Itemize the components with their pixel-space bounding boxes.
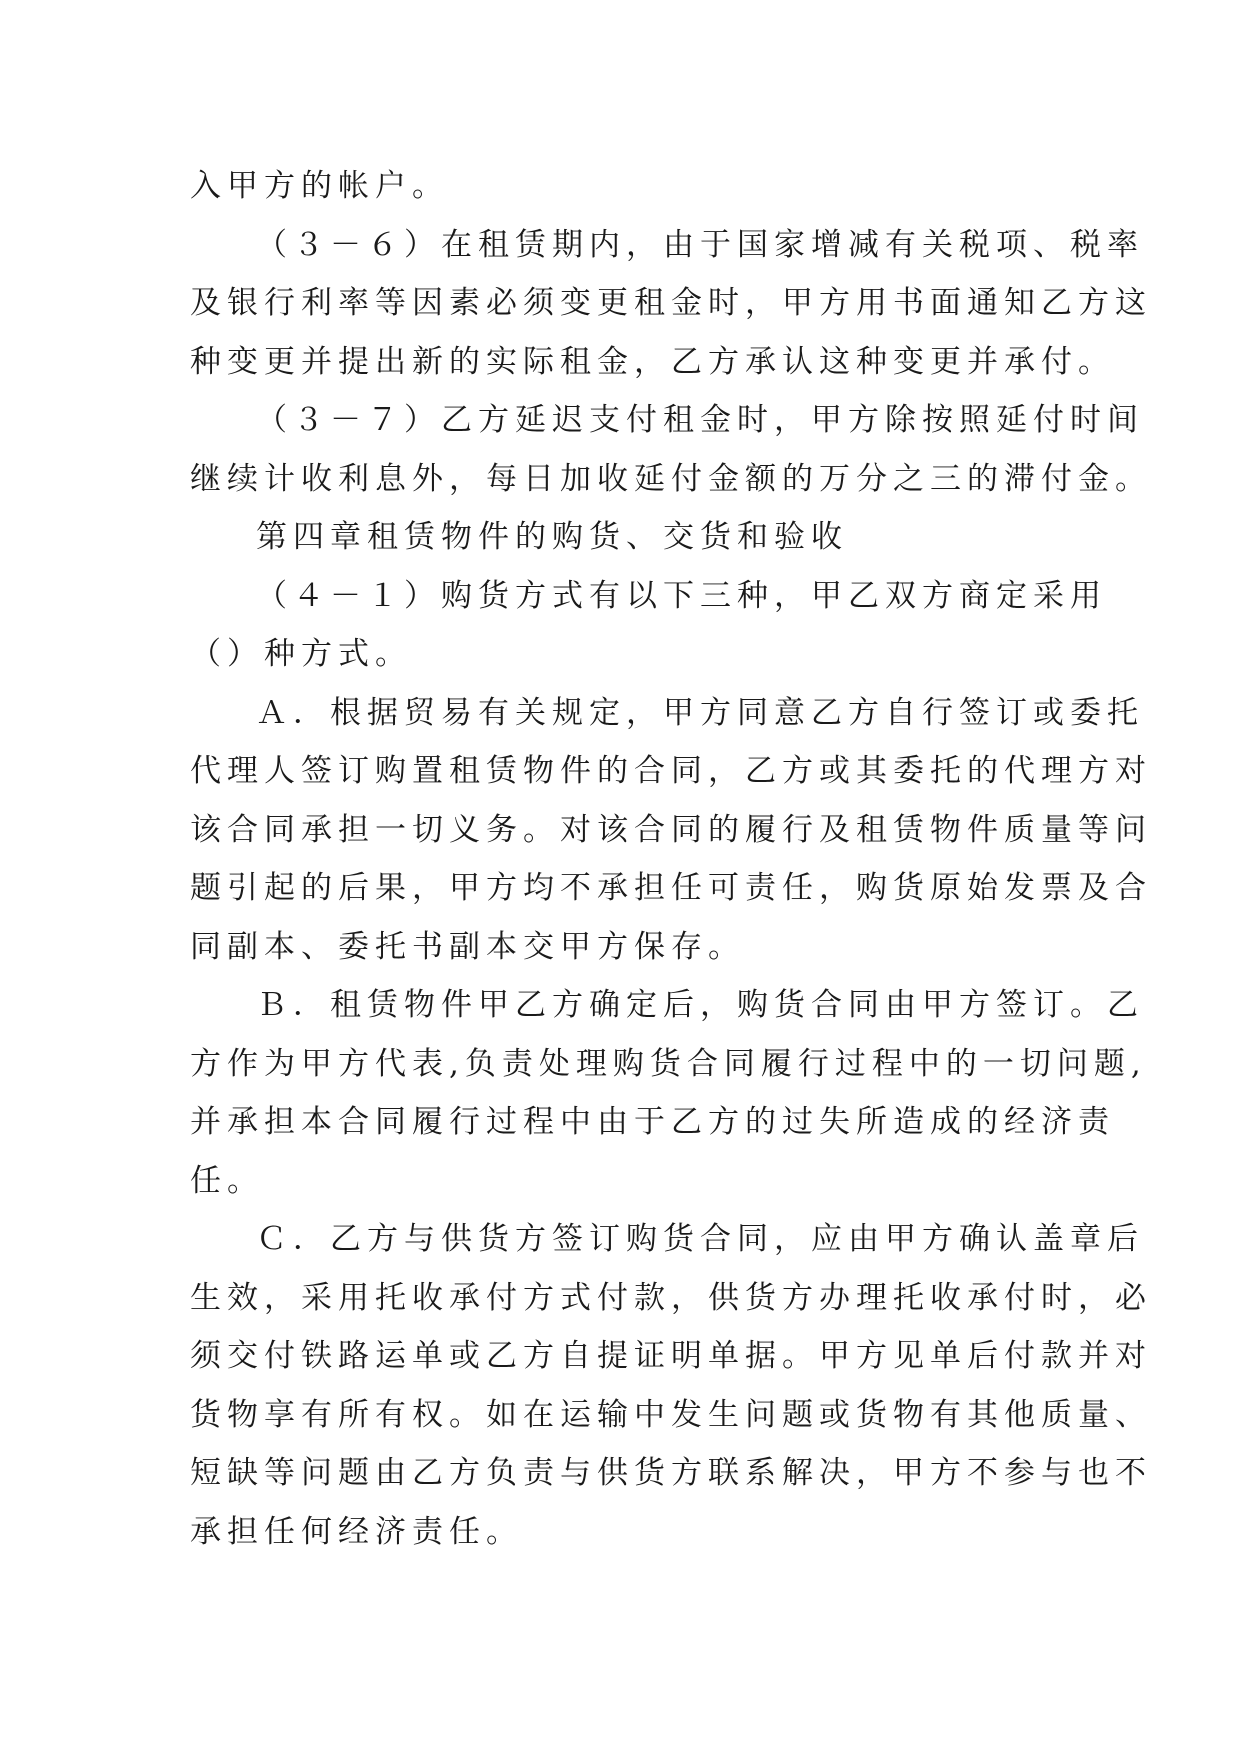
paragraph-line: 入甲方的帐户。 [190, 168, 449, 204]
paragraph-line: （３－６）在租赁期内，由于国家增减有关税项、税率 [256, 227, 1144, 263]
paragraph-line: 承担任何经济责任。 [190, 1514, 523, 1550]
paragraph-line: 货物享有所有权。如在运输中发生问题或货物有其他质量、 [190, 1397, 1152, 1433]
paragraph-line: 生效，采用托收承付方式付款，供货方办理托收承付时，必 [190, 1280, 1152, 1316]
paragraph-line: （４－１）购货方式有以下三种，甲乙双方商定采用 [256, 578, 1107, 614]
paragraph-line: 继续计收利息外，每日加收延付金额的万分之三的滞付金。 [190, 461, 1152, 497]
paragraph-line: 题引起的后果，甲方均不承担任可责任，购货原始发票及合 [190, 870, 1152, 906]
paragraph-line: 代理人签订购置租赁物件的合同，乙方或其委托的代理方对 [190, 753, 1152, 789]
paragraph-line: 任。 [190, 1163, 264, 1199]
paragraph-line: 须交付铁路运单或乙方自提证明单据。甲方见单后付款并对 [190, 1338, 1152, 1374]
paragraph-line: Ａ．根据贸易有关规定，甲方同意乙方自行签订或委托 [256, 695, 1144, 731]
paragraph-line: （３－７）乙方延迟支付租金时，甲方除按照延付时间 [256, 402, 1144, 438]
paragraph-line: 该合同承担一切义务。对该合同的履行及租赁物件质量等问 [190, 812, 1152, 848]
paragraph-line: Ｃ．乙方与供货方签订购货合同，应由甲方确认盖章后 [256, 1221, 1144, 1257]
paragraph-line: 并承担本合同履行过程中由于乙方的过失所造成的经济责 [190, 1104, 1115, 1140]
paragraph-line: 及银行利率等因素必须变更租金时，甲方用书面通知乙方这 [190, 285, 1152, 321]
paragraph-line: 同副本、委托书副本交甲方保存。 [190, 929, 745, 965]
paragraph-line: （）种方式。 [190, 636, 412, 672]
paragraph-line: Ｂ．租赁物件甲乙方确定后，购货合同由甲方签订。乙 [256, 987, 1144, 1023]
paragraph-line: 种变更并提出新的实际租金，乙方承认这种变更并承付。 [190, 344, 1115, 380]
paragraph-line: 方作为甲方代表,负责处理购货合同履行过程中的一切问题, [190, 1046, 1147, 1082]
paragraph-line: 短缺等问题由乙方负责与供货方联系解决，甲方不参与也不 [190, 1455, 1152, 1491]
chapter-heading: 第四章租赁物件的购货、交货和验收 [256, 519, 848, 555]
